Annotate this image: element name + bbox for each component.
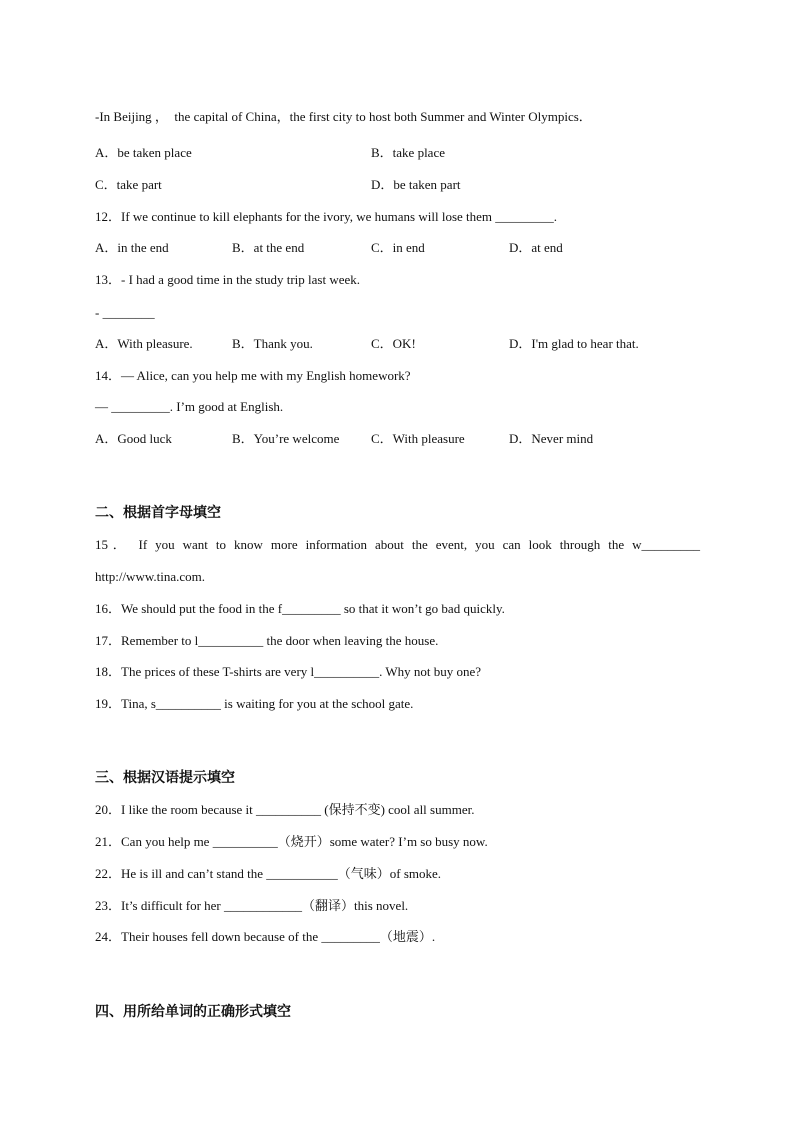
question-21: 21．Can you help me __________（烧开）some water? I’m so busy now. <box>95 834 488 849</box>
question-23: 23．It’s difficult for her ____________（翻译）this novel. <box>95 898 409 913</box>
section-3-heading: 三、根据汉语提示填空 <box>95 770 235 786</box>
question-20: 20．I like the room because it __________ (保持不变) cool all summer. <box>95 802 475 817</box>
option-b: B．Thank you. <box>232 336 313 351</box>
question-18: 18．The prices of these T-shirts are very l__________. Why not buy one? <box>95 664 482 679</box>
option-d: D．I'm glad to hear that. <box>509 336 639 351</box>
section-2-heading: 二、根据首字母填空 <box>95 505 221 521</box>
question-14-reply: — _________. I’m good at English. <box>95 399 284 414</box>
option-b: B．You’re welcome <box>232 431 340 446</box>
question-19: 19．Tina, s__________ is waiting for you at the school gate. <box>95 696 414 711</box>
question-15-line-2: http://www.tina.com. <box>95 569 206 584</box>
question-12-stem: 12．If we continue to kill elephants for the ivory, we humans will lose them _________. <box>95 209 558 224</box>
question-15-line-1: 15． If you want to know more information about the event, you can look through the w_________ <box>95 537 700 552</box>
question-22: 22．He is ill and can’t stand the ___________（气味）of smoke. <box>95 866 442 881</box>
option-d: D．be taken part <box>371 177 461 192</box>
option-b: B．at the end <box>232 240 305 255</box>
question-13-reply: - ________ <box>95 305 155 320</box>
option-d: D．Never mind <box>509 431 594 446</box>
question-16: 16．We should put the food in the f_________ so that it won’t go bad quickly. <box>95 601 505 616</box>
option-a: A．be taken place <box>95 145 192 160</box>
option-c: C．in end <box>371 240 425 255</box>
option-c: C．OK! <box>371 336 416 351</box>
option-a: A．With pleasure. <box>95 336 193 351</box>
question-14-stem: 14．— Alice, can you help me with my English homework? <box>95 368 411 383</box>
option-d: D．at end <box>509 240 563 255</box>
option-b: B．take place <box>371 145 445 160</box>
question-beijing-stem: -In Beijing ， the capital of China，the first city to host both Summer and Winter Olympics． <box>95 109 592 124</box>
option-a: A．Good luck <box>95 431 172 446</box>
question-17: 17．Remember to l__________ the door when leaving the house. <box>95 633 439 648</box>
question-24: 24．Their houses fell down because of the _________（地震）. <box>95 929 436 944</box>
question-13-stem: 13．- I had a good time in the study trip last week. <box>95 272 361 287</box>
option-c: C．take part <box>95 177 162 192</box>
option-a: A．in the end <box>95 240 169 255</box>
option-c: C．With pleasure <box>371 431 465 446</box>
section-4-heading: 四、用所给单词的正确形式填空 <box>95 1004 291 1020</box>
